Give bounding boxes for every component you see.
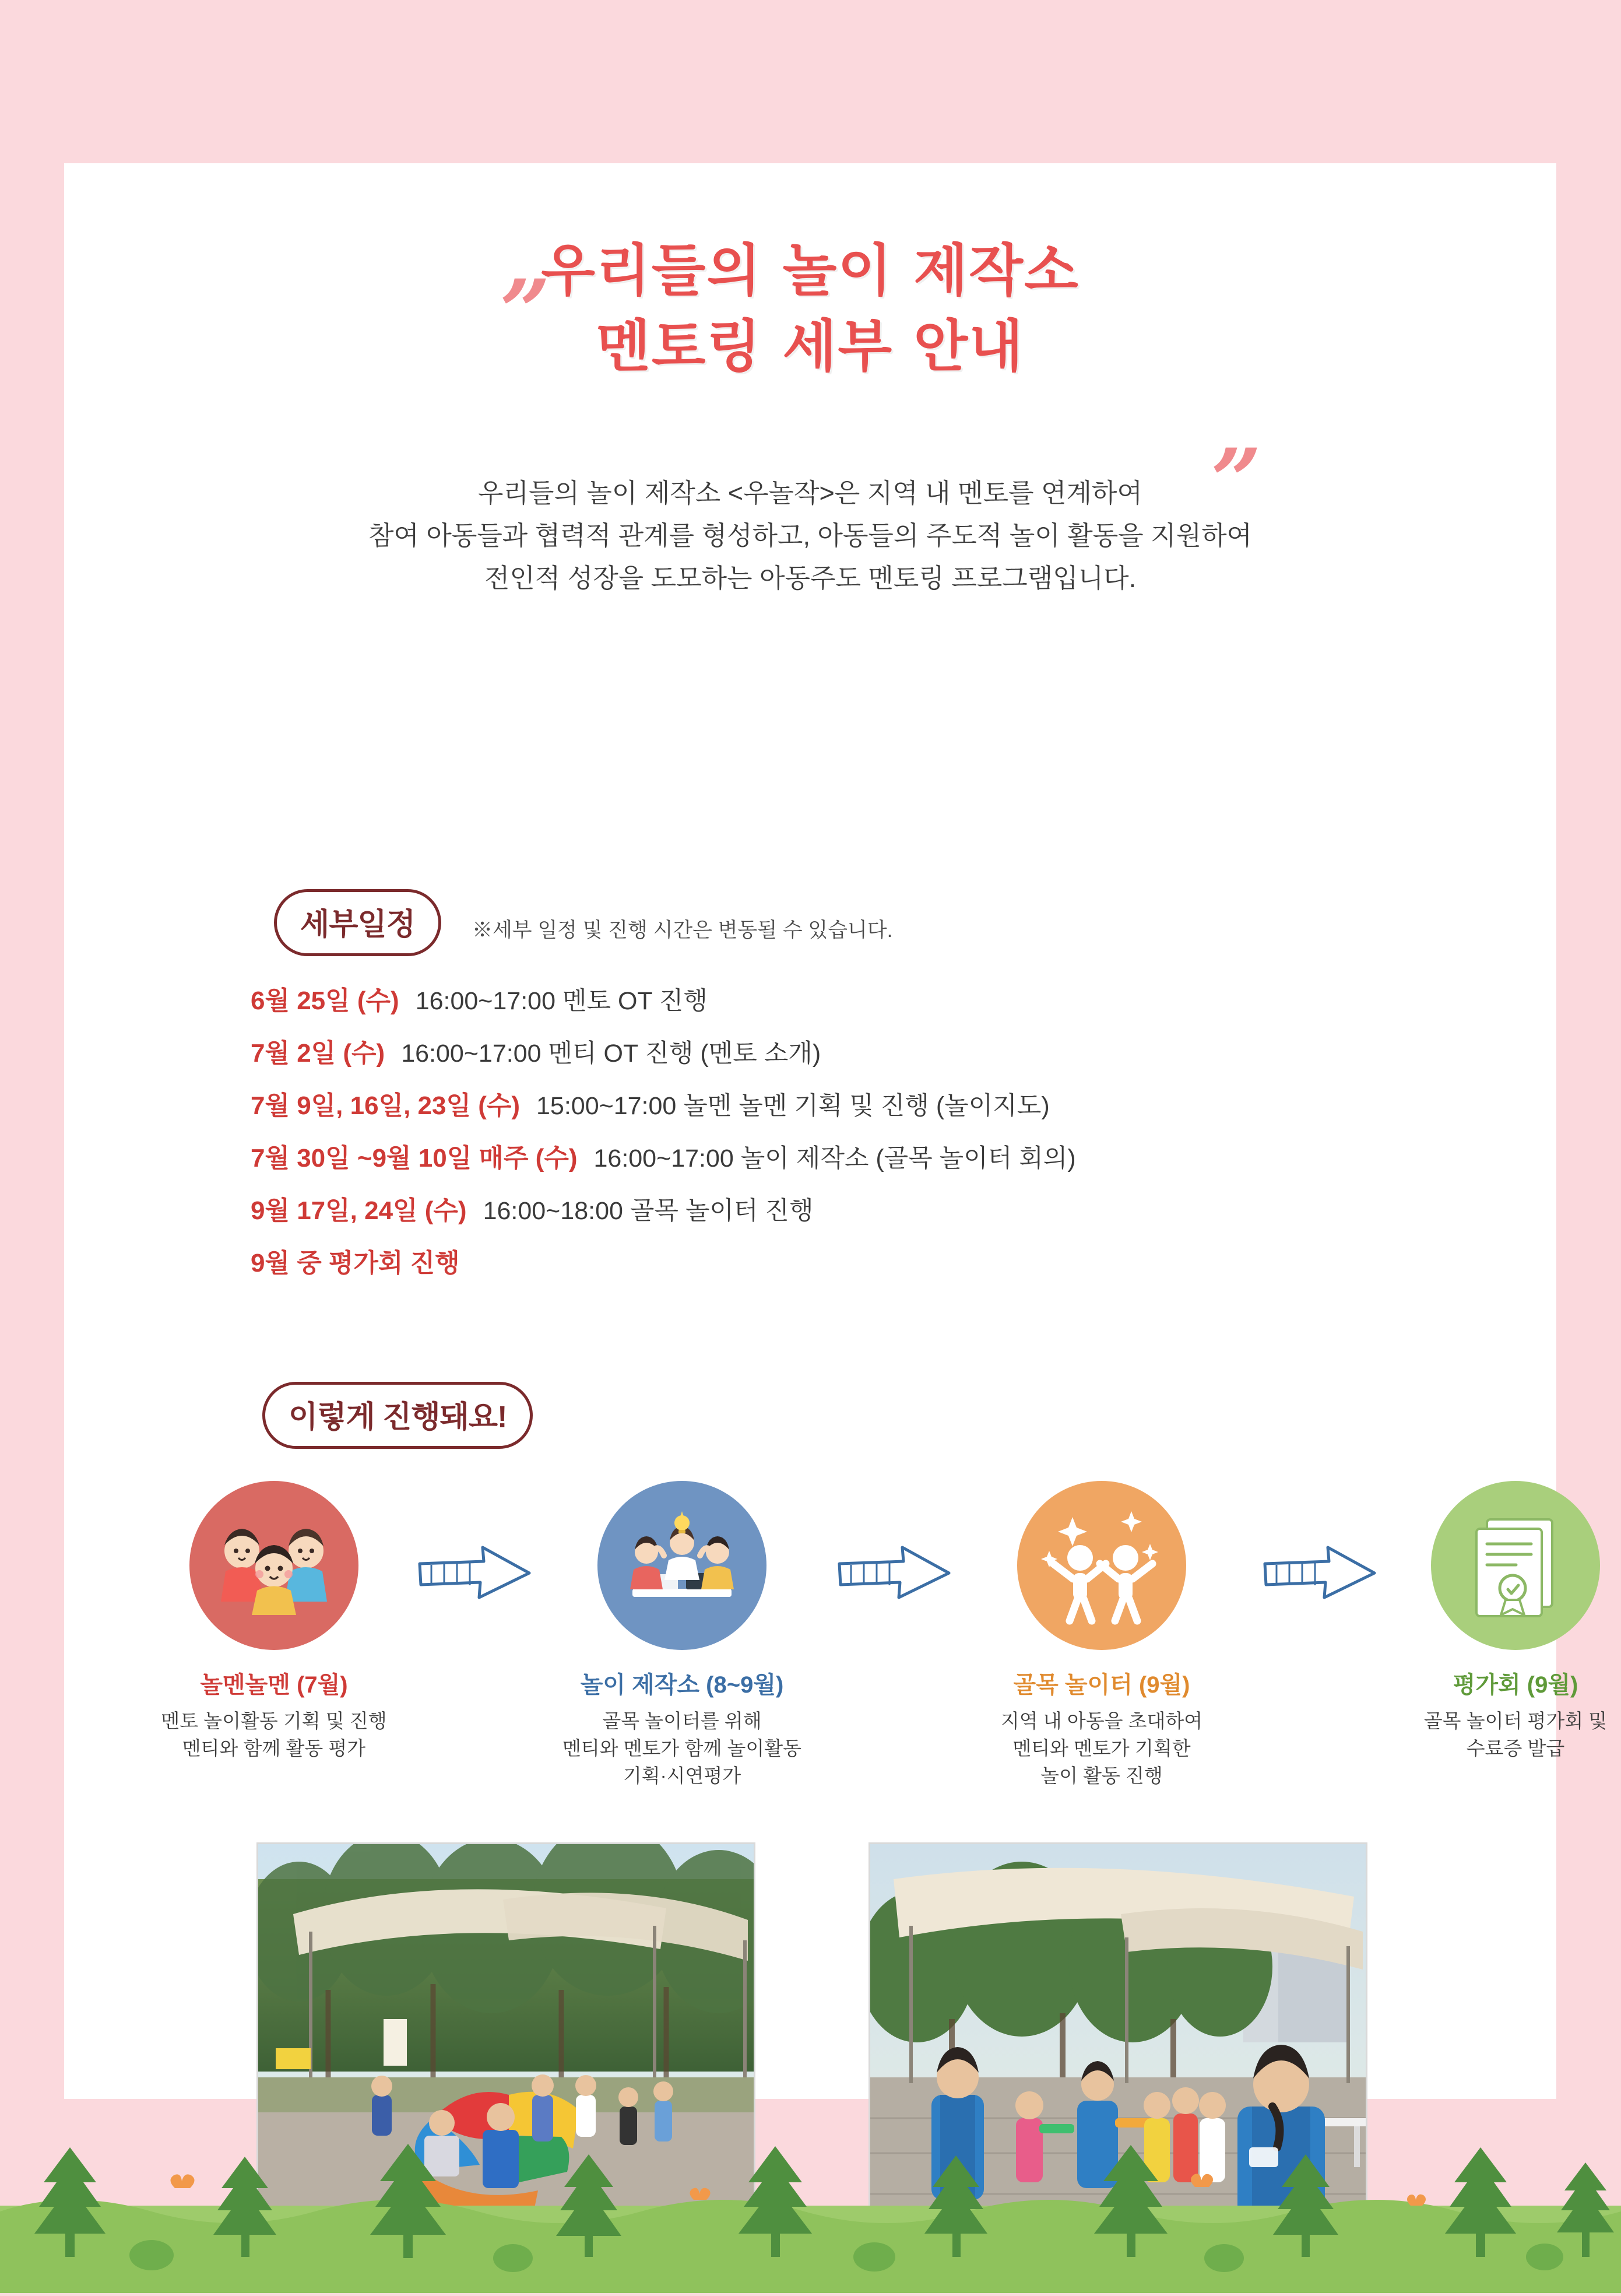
intro-line-2: 참여 아동들과 협력적 관계를 형성하고, 아동들의 주도적 놀이 활동을 지원하여 [368,520,1253,550]
schedule-date: 7월 9일, 16일, 23일 (수) [251,1091,520,1120]
planning-meeting-icon [597,1481,766,1650]
schedule-date: 7월 2일 (수) [251,1039,385,1068]
flow-step-3 [962,1481,1242,1790]
arrow-right-icon [1259,1539,1381,1609]
schedule-date: 7월 30일 ~9월 10일 매주 (수) [251,1144,578,1172]
schedule-note: ※세부 일정 및 진행 시간은 변동될 수 있습니다. [472,919,893,942]
schedule-date: 9월 중 평가회 진행 [251,1249,460,1277]
bottom-decoration [0,2118,1621,2293]
flow-heading-pill: 이렇게 진행돼요! [262,1382,533,1449]
flow-step-desc-line: 기획·시연평가 [623,1764,741,1786]
arrow-right-icon [834,1539,956,1609]
flow-step-2 [542,1481,822,1790]
schedule-desc: 16:00~18:00 골목 놀이터 진행 [483,1197,814,1225]
flow-step-desc-line: 멘토 놀이활동 기획 및 진행 [161,1710,387,1732]
schedule-list [251,980,1475,1294]
schedule-row [251,1084,1475,1122]
schedule-heading [274,889,441,956]
schedule-row [251,1032,1475,1069]
flow-step-title: 놀이 제작소 (8~9월) [580,1672,784,1698]
children-icon [189,1481,358,1650]
intro-line-1: 우리들의 놀이 제작소 <우놀작>은 지역 내 멘토를 연계하여 [478,478,1142,508]
schedule-row [251,1189,1475,1227]
schedule-row [251,1242,1475,1279]
schedule-desc: 15:00~17:00 놀멘 놀멘 기획 및 진행 (놀이지도) [536,1092,1050,1120]
certificate-icon [1431,1481,1600,1650]
quote-open-icon: ” [484,261,557,363]
schedule-heading-pill: 세부일정 [274,889,441,956]
flow-step-desc-line: 골목 놀이터를 위해 [602,1710,762,1732]
title-line-2: 멘토링 세부 안내 [596,313,1024,379]
intro-paragraph [64,472,1556,600]
schedule-date: 9월 17일, 24일 (수) [251,1196,467,1225]
schedule-desc: 16:00~17:00 멘토 OT 진행 [415,987,708,1015]
flow-step-4 [1376,1481,1621,1763]
intro-line-3: 전인적 성장을 도모하는 아동주도 멘토링 프로그램입니다. [484,563,1137,593]
flow-step-desc-line: 골목 놀이터 평가회 및 [1423,1710,1608,1732]
flow-step-desc [542,1708,822,1790]
playing-children-icon [1017,1481,1186,1650]
flow-step-desc-line: 지역 내 아동을 초대하여 [1000,1710,1203,1732]
flow-heading [262,1382,533,1449]
schedule-desc: 16:00~17:00 멘티 OT 진행 (멘토 소개) [401,1040,821,1068]
flow-step-desc [1376,1708,1621,1763]
schedule-desc: 16:00~17:00 놀이 제작소 (골목 놀이터 회의) [593,1145,1076,1172]
flow-step-desc-line: 멘티와 함께 활동 평가 [182,1737,366,1759]
flow-step-desc [134,1708,414,1763]
flow-step-title: 평가회 (9월) [1453,1672,1578,1698]
flow-step-desc-line: 수료증 발급 [1466,1737,1565,1759]
title-line-1: 우리들의 놀이 제작소 [541,238,1080,303]
quote-close-icon: ” [1195,430,1268,532]
schedule-row [251,980,1475,1017]
flow-step-desc-line: 멘티와 멘토가 함께 놀이활동 [562,1737,802,1759]
schedule-row [251,1137,1475,1174]
flow-step-desc-line: 놀이 활동 진행 [1040,1764,1163,1786]
arrow-right-icon [414,1539,536,1609]
poster-card [64,163,1608,2099]
flow-step-1 [134,1481,414,1763]
flow-step-title: 골목 놀이터 (9월) [1013,1672,1190,1698]
schedule-date: 6월 25일 (수) [251,986,399,1015]
flow-step-title: 놀멘놀멘 (7월) [200,1672,348,1698]
flow-steps [134,1481,1608,1807]
flow-step-desc [962,1708,1242,1790]
flow-step-desc-line: 멘티와 멘토가 기획한 [1012,1737,1191,1759]
